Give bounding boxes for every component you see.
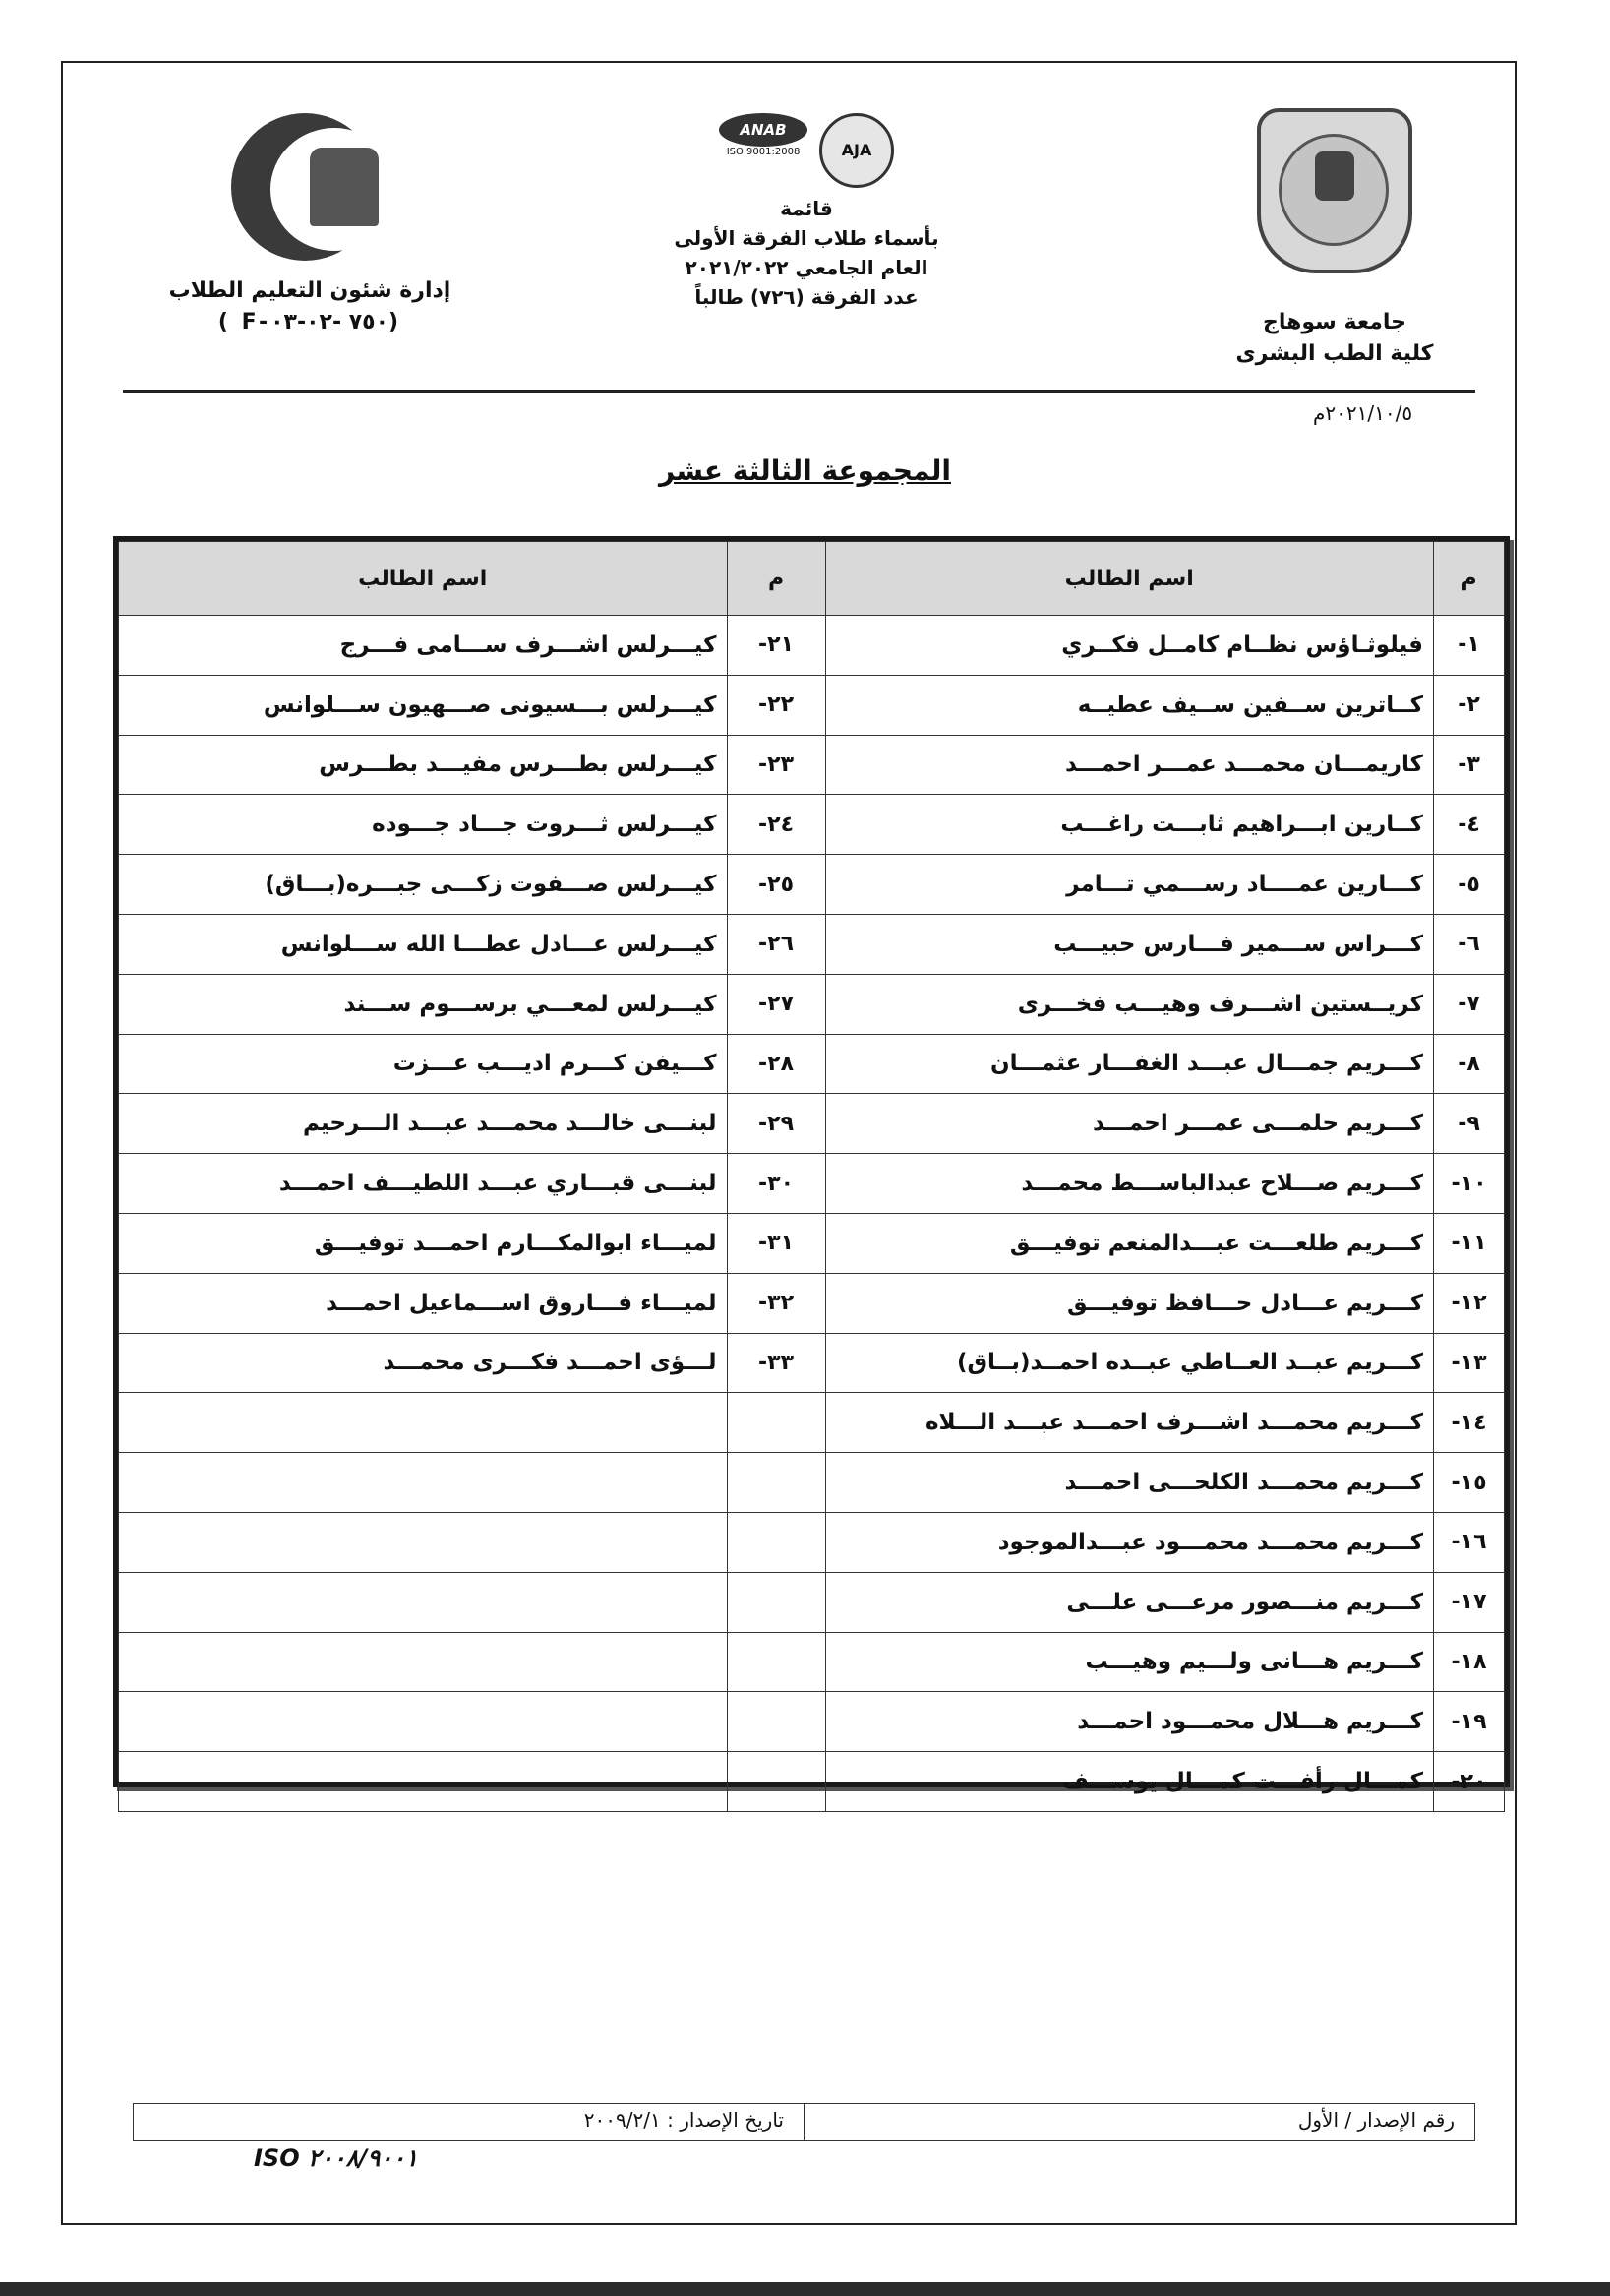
- student-number: [727, 1453, 825, 1513]
- student-number: ٤-: [1434, 795, 1505, 855]
- table-row: [119, 795, 1505, 855]
- student-name: كـــريم صـــلاح عبدالباســـط محمـــد: [825, 1154, 1434, 1214]
- student-number: ٢٤-: [727, 795, 825, 855]
- students-table: [113, 536, 1510, 1795]
- student-name: [119, 1572, 728, 1632]
- student-name: لبنـــى قبـــاري عبـــد اللطيـــف احمـــد: [119, 1154, 728, 1214]
- student-name: لبنـــى خالـــد محمـــد عبـــد الـــرحيم: [119, 1094, 728, 1154]
- student-name: كاريمـــان محمـــد عمـــر احمـــد: [825, 735, 1434, 795]
- student-number: ٢٥-: [727, 855, 825, 915]
- student-number: ٢١-: [727, 616, 825, 676]
- student-name: كـــريم عـــادل حـــافظ توفيـــق: [825, 1273, 1434, 1333]
- table-row: [119, 1572, 1505, 1632]
- table-row: [119, 855, 1505, 915]
- student-name: كـــريم حلمـــى عمـــر احمـــد: [825, 1094, 1434, 1154]
- header-rule: [123, 390, 1475, 393]
- student-name: كـــيفن كـــرم اديـــب عـــزت: [119, 1034, 728, 1094]
- table-row: [119, 1213, 1505, 1273]
- student-number: ٧-: [1434, 974, 1505, 1034]
- table-row: [119, 675, 1505, 735]
- student-number: ٢٠-: [1434, 1752, 1505, 1812]
- student-name: كيـــرلس ثـــروت جـــاد جـــوده: [119, 795, 728, 855]
- footer-issue-box: [133, 2103, 1475, 2141]
- student-number: [727, 1512, 825, 1572]
- iso-label: ISO ٢٠٠٨/٩٠٠١: [254, 2145, 418, 2172]
- table-row: [119, 1752, 1505, 1812]
- list-title: بأسماء طلاب الفرقة الأولى: [674, 226, 939, 250]
- student-name: [119, 1752, 728, 1812]
- student-number: [727, 1752, 825, 1812]
- student-name: لميـــاء فـــاروق اســـماعيل احمـــد: [119, 1273, 728, 1333]
- student-name: كيـــرلس عـــادل عطـــا الله ســـلوانس: [119, 914, 728, 974]
- student-name: كيـــرلس بـــسيونى صـــهيون ســـلوانس: [119, 675, 728, 735]
- student-number: ١٩-: [1434, 1692, 1505, 1752]
- student-name: لميـــاء ابوالمكـــارم احمـــد توفيـــق: [119, 1213, 728, 1273]
- student-number: ٢٧-: [727, 974, 825, 1034]
- table-row: [119, 974, 1505, 1034]
- student-number: ١٣-: [1434, 1333, 1505, 1393]
- student-name: كـــريم منـــصور مرعـــى علـــى: [825, 1572, 1434, 1632]
- student-number: ١-: [1434, 616, 1505, 676]
- student-name: [119, 1632, 728, 1692]
- student-number: ٨-: [1434, 1034, 1505, 1094]
- student-name: لـــؤى احمـــد فكـــرى محمـــد: [119, 1333, 728, 1393]
- student-number: [727, 1572, 825, 1632]
- header-center: [610, 113, 1003, 312]
- student-number: ٢-: [1434, 675, 1505, 735]
- list-label: قائمة: [780, 197, 833, 220]
- student-number: ٢٢-: [727, 675, 825, 735]
- student-number: ١٢-: [1434, 1273, 1505, 1333]
- table-header-row: [119, 542, 1505, 616]
- col-header-name: اسم الطالب: [825, 542, 1434, 616]
- table-row: [119, 1453, 1505, 1513]
- aja-logo: AJA: [819, 113, 894, 188]
- student-number: ٣١-: [727, 1213, 825, 1273]
- document-date: ٢٠٢١/١٠/٥م: [1313, 401, 1413, 425]
- student-name: كـــريم محمـــد الكلحـــى احمـــد: [825, 1453, 1434, 1513]
- student-name: كيـــرلس بطـــرس مفيـــد بطـــرس: [119, 735, 728, 795]
- issue-number: رقم الإصدار / الأول: [804, 2104, 1474, 2140]
- table-row: [119, 1512, 1505, 1572]
- header-department: [152, 108, 467, 338]
- col-header-name: اسم الطالب: [119, 542, 728, 616]
- class-count: عدد الفرقة (٧٢٦) طالباً: [694, 285, 919, 309]
- table-row: [119, 1692, 1505, 1752]
- student-name: كيـــرلس لمعـــي برســـوم ســـند: [119, 974, 728, 1034]
- table-row: [119, 1094, 1505, 1154]
- student-number: ٣٣-: [727, 1333, 825, 1393]
- student-number: ٢٩-: [727, 1094, 825, 1154]
- anab-logo: ANAB: [719, 113, 807, 147]
- table-row: [119, 1034, 1505, 1094]
- col-header-num: م: [727, 542, 825, 616]
- student-name: كـــريم هـــلال محمـــود احمـــد: [825, 1692, 1434, 1752]
- table-row: [119, 914, 1505, 974]
- student-number: [727, 1692, 825, 1752]
- table-row: [119, 1632, 1505, 1692]
- student-name: كـــريم محمـــد اشـــرف احمـــد عبـــد الـــلاه: [825, 1393, 1434, 1453]
- table-row: [119, 1154, 1505, 1214]
- student-name: كيـــرلس اشـــرف ســـامى فـــرج: [119, 616, 728, 676]
- student-number: ٢٨-: [727, 1034, 825, 1094]
- student-name: [119, 1692, 728, 1752]
- student-number: ٣-: [1434, 735, 1505, 795]
- student-number: ٩-: [1434, 1094, 1505, 1154]
- student-name: فيلوثـاؤس نظــام كامــل فكــري: [825, 616, 1434, 676]
- student-name: كـــريم عبــد العــاطي عبــده احمــد(بــاق): [825, 1333, 1434, 1393]
- anab-iso-label: ISO 9001:2008: [726, 147, 801, 157]
- university-name: جامعة سوهاج: [1263, 310, 1406, 334]
- student-name: كـــريم هـــانى ولـــيم وهيـــب: [825, 1632, 1434, 1692]
- header-university: [1207, 108, 1462, 370]
- table-row: [119, 1273, 1505, 1333]
- student-number: ٦-: [1434, 914, 1505, 974]
- student-number: ١٨-: [1434, 1632, 1505, 1692]
- student-number: [727, 1632, 825, 1692]
- form-code: ( F-٧٥٠ -٠٢-٠٣): [217, 310, 402, 334]
- student-number: ٥-: [1434, 855, 1505, 915]
- student-number: ٢٣-: [727, 735, 825, 795]
- student-name: كمـــال رأفـــت كمـــال يوســـف: [825, 1752, 1434, 1812]
- scan-edge: [0, 2282, 1610, 2296]
- col-header-num: م: [1434, 542, 1505, 616]
- student-name: كــاترين ســفين ســيف عطيــه: [825, 675, 1434, 735]
- student-number: ٣٢-: [727, 1273, 825, 1333]
- issue-date: تاريخ الإصدار : ٢٠٠٩/٢/١: [583, 2108, 784, 2132]
- student-number: ١٦-: [1434, 1512, 1505, 1572]
- certification-logos: [610, 113, 1003, 188]
- student-name: كيـــرلس صـــفوت زكـــى جبـــره(بـــاق): [119, 855, 728, 915]
- table-row: [119, 616, 1505, 676]
- student-name: كريــستين اشـــرف وهيـــب فخـــرى: [825, 974, 1434, 1034]
- student-number: ٢٦-: [727, 914, 825, 974]
- faculty-logo: [192, 108, 428, 275]
- student-number: ١٧-: [1434, 1572, 1505, 1632]
- table-row: [119, 735, 1505, 795]
- student-name: [119, 1512, 728, 1572]
- student-number: [727, 1393, 825, 1453]
- student-name: كـــريم طلعـــت عبـــدالمنعم توفيـــق: [825, 1213, 1434, 1273]
- table-body: [119, 616, 1505, 1812]
- student-number: ١١-: [1434, 1213, 1505, 1273]
- university-seal-logo: [1257, 108, 1412, 273]
- student-name: [119, 1453, 728, 1513]
- student-name: كــارين ابـــراهيم ثابـــت راغـــب: [825, 795, 1434, 855]
- student-name: كـــارين عمــــاد رســـمي تـــامر: [825, 855, 1434, 915]
- student-name: كـــريم جمـــال عبـــد الغفـــار عثمـــان: [825, 1034, 1434, 1094]
- group-title: المجموعة الثالثة عشر: [658, 454, 951, 487]
- student-name: كـــراس ســـمير فـــارس حبيـــب: [825, 914, 1434, 974]
- faculty-name: كلية الطب البشرى: [1235, 341, 1434, 366]
- student-number: ١٠-: [1434, 1154, 1505, 1214]
- student-number: ١٤-: [1434, 1393, 1505, 1453]
- student-name: [119, 1393, 728, 1453]
- department-name: إدارة شئون التعليم الطلاب: [168, 278, 451, 303]
- table-row: [119, 1333, 1505, 1393]
- academic-year: العام الجامعي ٢٠٢١/٢٠٢٢: [685, 256, 928, 279]
- table-row: [119, 1393, 1505, 1453]
- student-number: ٣٠-: [727, 1154, 825, 1214]
- student-name: كـــريم محمـــد محمـــود عبـــدالموجود: [825, 1512, 1434, 1572]
- student-number: ١٥-: [1434, 1453, 1505, 1513]
